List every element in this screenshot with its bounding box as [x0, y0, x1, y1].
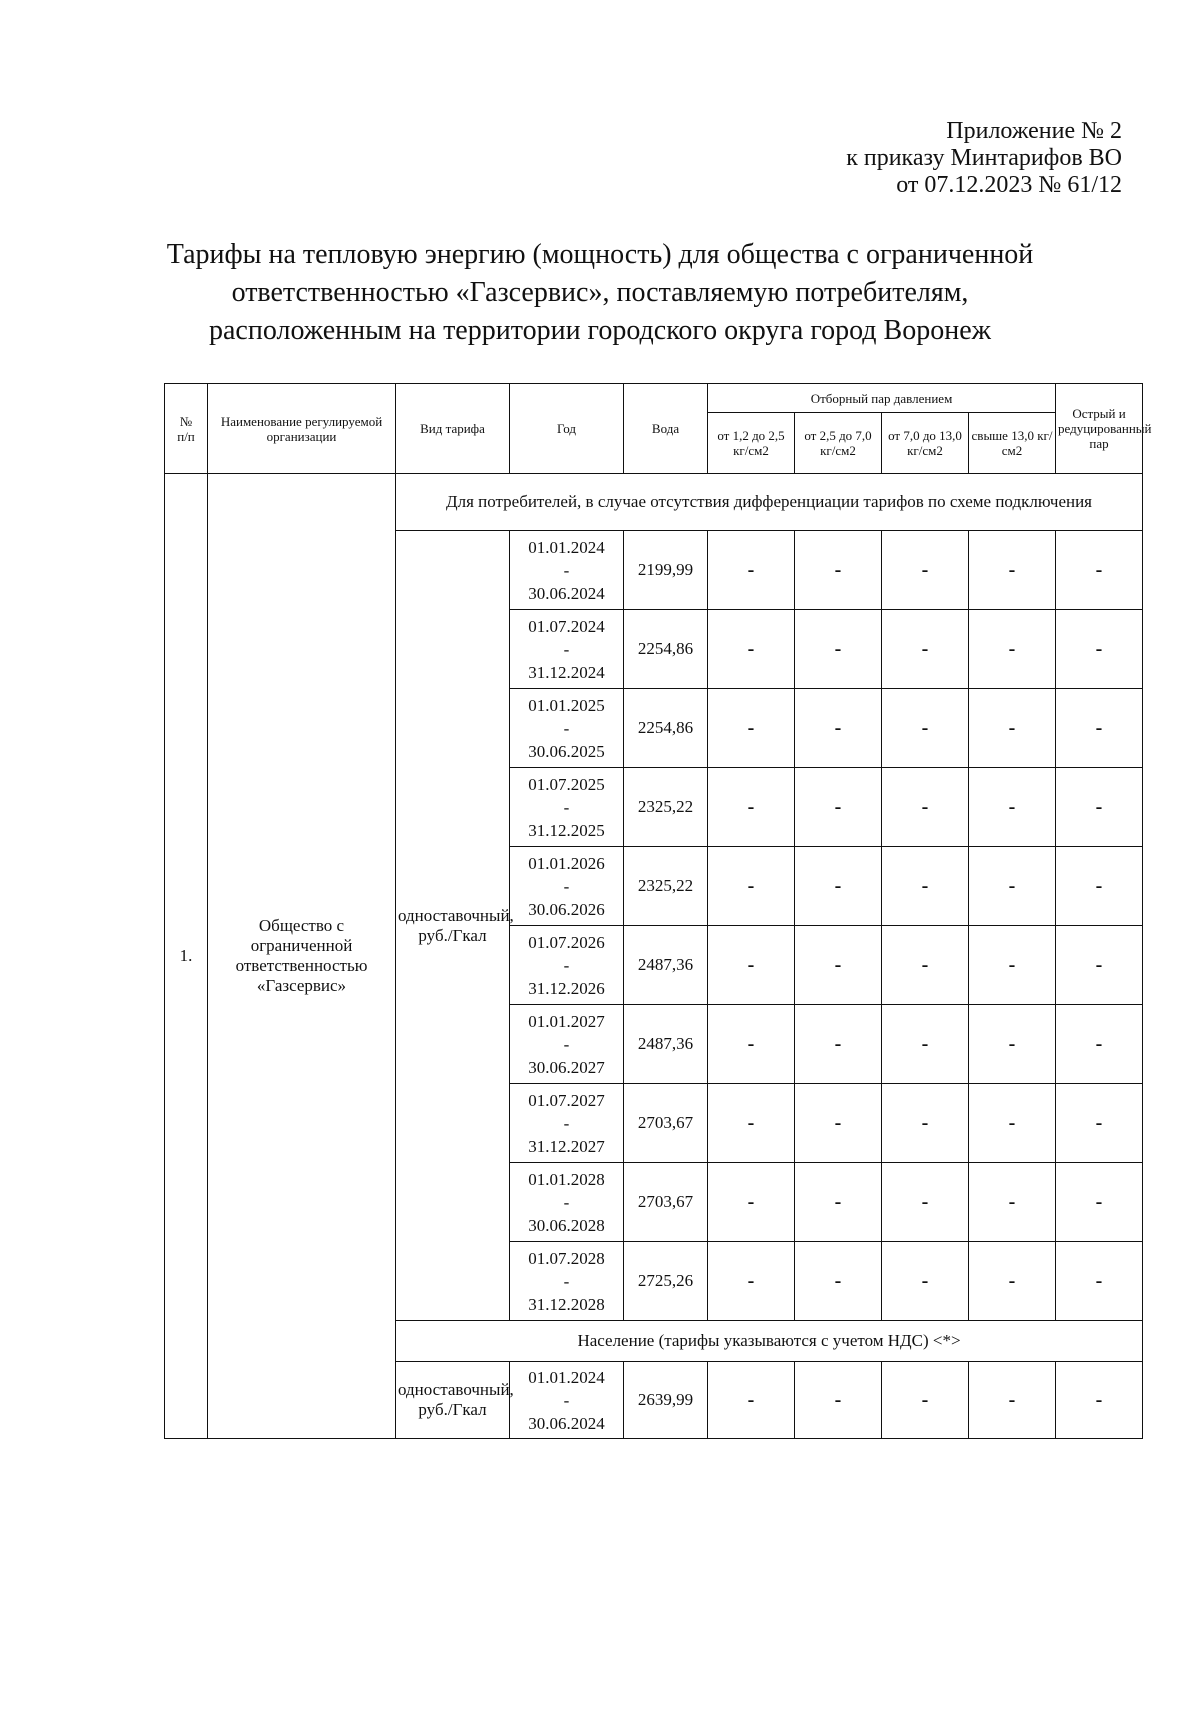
appendix-reference [846, 118, 1122, 199]
header-steam-3: от 7,0 до 13,0 кг/см2 [882, 413, 969, 474]
header-steam-1: от 1,2 до 2,5 кг/см2 [708, 413, 795, 474]
period-cell [510, 610, 624, 689]
steam-value-3: - [882, 689, 969, 768]
period-from: 01.01.2026 [528, 853, 605, 873]
period-from: 01.07.2026 [528, 932, 605, 952]
steam-value-4: - [969, 926, 1056, 1005]
period-from: 01.01.2024 [528, 537, 605, 557]
appendix-line-1: Приложение № 2 [946, 118, 1122, 144]
period-from: 01.07.2025 [528, 774, 605, 794]
period-cell [510, 926, 624, 1005]
water-value: 2725,26 [624, 1242, 708, 1321]
period-cell [510, 531, 624, 610]
row-number: 1. [165, 474, 208, 1439]
period-cell [510, 1242, 624, 1321]
period-cell [510, 847, 624, 926]
steam-value-2: - [795, 847, 882, 926]
steam-value-2: - [795, 1242, 882, 1321]
steam-value-2: - [795, 689, 882, 768]
period-separator: - [563, 1192, 570, 1212]
steam-value-1: - [708, 1005, 795, 1084]
steam-value-4: - [969, 1084, 1056, 1163]
water-value: 2639,99 [624, 1362, 708, 1439]
steam-value-5: - [1056, 1005, 1143, 1084]
steam-value-1: - [708, 768, 795, 847]
period-separator: - [563, 1113, 570, 1133]
water-value: 2325,22 [624, 847, 708, 926]
steam-value-3: - [882, 1362, 969, 1439]
steam-value-3: - [882, 610, 969, 689]
water-value: 2487,36 [624, 1005, 708, 1084]
steam-value-1: - [708, 847, 795, 926]
period-from: 01.01.2027 [528, 1011, 605, 1031]
period-separator: - [563, 639, 570, 659]
section-row-general [165, 474, 1143, 531]
steam-value-1: - [708, 610, 795, 689]
period-to: 30.06.2027 [528, 1057, 605, 1077]
title-line-1: Тарифы на тепловую энергию (мощность) для общества с ограниченной [166, 239, 1034, 270]
period-separator: - [563, 876, 570, 896]
period-separator: - [563, 797, 570, 817]
period-separator: - [563, 560, 570, 580]
appendix-line-3: от 07.12.2023 № 61/12 [896, 172, 1122, 198]
steam-value-4: - [969, 1005, 1056, 1084]
steam-value-3: - [882, 1005, 969, 1084]
period-to: 31.12.2028 [528, 1294, 605, 1314]
period-to: 30.06.2024 [528, 1413, 605, 1433]
steam-value-3: - [882, 847, 969, 926]
steam-value-3: - [882, 1163, 969, 1242]
period-cell [510, 1005, 624, 1084]
steam-value-1: - [708, 926, 795, 1005]
period-to: 30.06.2024 [528, 583, 605, 603]
section-population-label: Население (тарифы указываются с учетом НДС) <*> [396, 1321, 1143, 1362]
period-from: 01.01.2024 [528, 1367, 605, 1387]
period-to: 31.12.2026 [528, 978, 605, 998]
period-from: 01.07.2024 [528, 616, 605, 636]
steam-value-4: - [969, 610, 1056, 689]
steam-value-4: - [969, 1362, 1056, 1439]
tariff-type-cell: одноставочный, руб./Гкал [396, 1362, 510, 1439]
steam-value-1: - [708, 531, 795, 610]
period-separator: - [563, 955, 570, 975]
header-row-1 [165, 384, 1143, 413]
water-value: 2325,22 [624, 768, 708, 847]
steam-value-2: - [795, 610, 882, 689]
header-number [165, 384, 208, 474]
steam-value-2: - [795, 1362, 882, 1439]
period-to: 31.12.2025 [528, 820, 605, 840]
steam-value-2: - [795, 531, 882, 610]
period-to: 30.06.2028 [528, 1215, 605, 1235]
steam-value-3: - [882, 531, 969, 610]
water-value: 2254,86 [624, 689, 708, 768]
steam-value-1: - [708, 1362, 795, 1439]
section-general-label: Для потребителей, в случае отсутствия дифференциации тарифов по схеме подключения [396, 474, 1143, 531]
period-from: 01.07.2027 [528, 1090, 605, 1110]
steam-value-5: - [1056, 847, 1143, 926]
header-sharp-steam: Острый и редуцированный пар [1056, 384, 1143, 474]
period-from: 01.07.2028 [528, 1248, 605, 1268]
water-value: 2487,36 [624, 926, 708, 1005]
steam-value-5: - [1056, 1084, 1143, 1163]
steam-value-4: - [969, 768, 1056, 847]
steam-value-3: - [882, 768, 969, 847]
header-year: Год [510, 384, 624, 474]
period-to: 30.06.2025 [528, 741, 605, 761]
steam-value-2: - [795, 1084, 882, 1163]
period-cell [510, 768, 624, 847]
period-separator: - [563, 718, 570, 738]
water-value: 2199,99 [624, 531, 708, 610]
period-from: 01.01.2025 [528, 695, 605, 715]
steam-value-4: - [969, 689, 1056, 768]
steam-value-1: - [708, 1163, 795, 1242]
tariff-type-cell: одноставочный, руб./Гкал [396, 531, 510, 1321]
steam-value-3: - [882, 1242, 969, 1321]
steam-value-1: - [708, 1242, 795, 1321]
steam-value-5: - [1056, 531, 1143, 610]
steam-value-5: - [1056, 768, 1143, 847]
steam-value-2: - [795, 1005, 882, 1084]
period-cell [510, 1163, 624, 1242]
header-steam-group: Отборный пар давлением [708, 384, 1056, 413]
tariff-table [164, 383, 1152, 1439]
header-water: Вода [624, 384, 708, 474]
period-separator: - [563, 1271, 570, 1291]
steam-value-4: - [969, 531, 1056, 610]
period-separator: - [563, 1390, 570, 1410]
steam-value-4: - [969, 847, 1056, 926]
header-organization: Наименование регулируемой организации [208, 384, 396, 474]
steam-value-2: - [795, 768, 882, 847]
steam-value-4: - [969, 1163, 1056, 1242]
period-to: 31.12.2024 [528, 662, 605, 682]
period-separator: - [563, 1034, 570, 1054]
header-steam-2: от 2,5 до 7,0 кг/см2 [795, 413, 882, 474]
period-cell [510, 689, 624, 768]
water-value: 2703,67 [624, 1163, 708, 1242]
steam-value-4: - [969, 1242, 1056, 1321]
header-tariff-type: Вид тарифа [396, 384, 510, 474]
appendix-line-2: к приказу Минтарифов ВО [846, 145, 1122, 171]
title-line-3: расположенным на территории городского округа город Воронеж [209, 315, 991, 346]
steam-value-2: - [795, 1163, 882, 1242]
period-to: 31.12.2027 [528, 1136, 605, 1156]
steam-value-2: - [795, 926, 882, 1005]
water-value: 2254,86 [624, 610, 708, 689]
period-to: 30.06.2026 [528, 899, 605, 919]
document-title [150, 236, 1050, 350]
steam-value-1: - [708, 1084, 795, 1163]
period-cell [510, 1362, 624, 1439]
period-from: 01.01.2028 [528, 1169, 605, 1189]
organization-name: Общество с ограниченной ответственностью «Газсервис» [208, 474, 396, 1439]
period-cell [510, 1084, 624, 1163]
steam-value-5: - [1056, 926, 1143, 1005]
steam-value-3: - [882, 926, 969, 1005]
header-number-line-1: № [179, 413, 193, 429]
water-value: 2703,67 [624, 1084, 708, 1163]
header-steam-4: свыше 13,0 кг/см2 [969, 413, 1056, 474]
title-line-2: ответственностью «Газсервис», поставляемую потребителям, [231, 277, 969, 308]
header-number-line-2: п/п [177, 428, 195, 444]
steam-value-1: - [708, 689, 795, 768]
steam-value-5: - [1056, 610, 1143, 689]
steam-value-5: - [1056, 1362, 1143, 1439]
steam-value-5: - [1056, 1163, 1143, 1242]
steam-value-5: - [1056, 1242, 1143, 1321]
steam-value-3: - [882, 1084, 969, 1163]
steam-value-5: - [1056, 689, 1143, 768]
